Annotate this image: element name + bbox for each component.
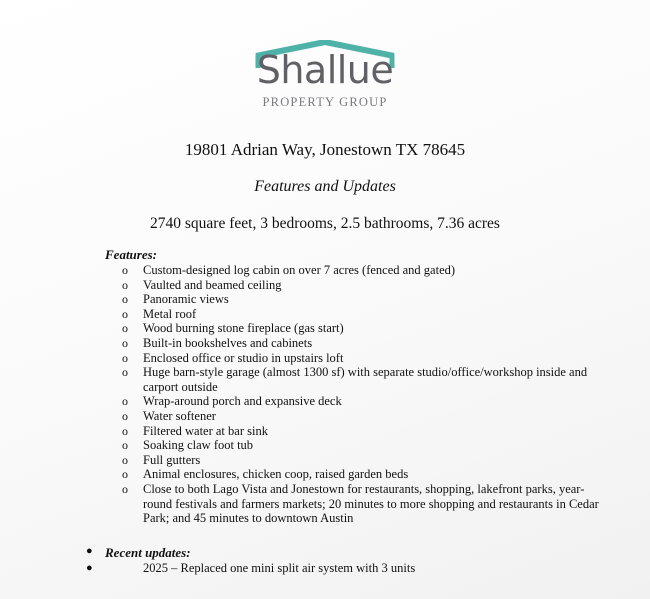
list-item: o Animal enclosures, chicken coop, raised garden beds	[122, 467, 409, 482]
circle-bullet-icon: o	[122, 350, 128, 365]
list-item: o Enclosed office or studio in upstairs loft	[122, 350, 344, 365]
list-item: o Soaking claw foot tub	[122, 438, 254, 453]
circle-bullet-icon: o	[122, 263, 128, 277]
circle-bullet-icon: o	[122, 306, 128, 321]
circle-bullet-icon: o	[122, 423, 128, 438]
circle-bullet-icon: o	[122, 292, 128, 307]
list-item: o Wrap-around porch and expansive deck	[122, 394, 342, 409]
circle-bullet-icon: o	[122, 438, 128, 453]
list-item: o Metal roof	[122, 306, 197, 321]
company-logo	[250, 40, 400, 112]
property-summary: 2740 square feet, 3 bedrooms, 2.5 bathrooms, 7.36 acres	[150, 215, 500, 232]
list-item: o Full gutters	[122, 452, 201, 467]
bullet-icon: ●	[86, 545, 93, 557]
features-heading: Features:	[105, 247, 157, 262]
features-list	[0, 263, 600, 526]
list-item: o Vaulted and beamed ceiling	[122, 277, 282, 292]
list-item: o Panoramic views	[122, 292, 229, 307]
list-item: o Water softener	[122, 408, 216, 423]
circle-bullet-icon: o	[122, 365, 128, 380]
logo-name: Shallue	[256, 48, 394, 92]
document-subtitle: Features and Updates	[254, 178, 396, 195]
circle-bullet-icon: o	[122, 335, 128, 350]
circle-bullet-icon: o	[122, 277, 128, 292]
list-item: o Huge barn-style garage (almost 1300 sf) with separate studio/office/workshop inside and carport outside	[122, 365, 588, 394]
circle-bullet-icon: o	[122, 452, 128, 467]
updates-heading: Recent updates:	[105, 545, 191, 560]
list-item: o Custom-designed log cabin on over 7 acres (fenced and gated)	[122, 263, 456, 277]
list-item: o Close to both Lago Vista and Jonestown for restaurants, shopping, lakefront parks, year-round festivals and farmers markets; 20 minutes to more shopping and restaurants in Cedar Park; and 45 minutes to downtown Austin	[122, 481, 599, 526]
logo-tagline: PROPERTY GROUP	[262, 95, 388, 109]
updates-item: 2025 – Replaced one mini split air system with 3 units	[143, 561, 416, 575]
circle-bullet-icon: o	[122, 481, 128, 496]
bullet-icon: ●	[86, 562, 93, 574]
list-item: o Filtered water at bar sink	[122, 423, 268, 438]
list-item: o Built-in bookshelves and cabinets	[122, 335, 313, 350]
property-address: 19801 Adrian Way, Jonestown TX 78645	[184, 140, 466, 159]
circle-bullet-icon: o	[122, 321, 128, 336]
list-item: o Wood burning stone fireplace (gas start)	[122, 321, 344, 336]
circle-bullet-icon: o	[122, 408, 128, 423]
circle-bullet-icon: o	[122, 394, 128, 409]
circle-bullet-icon: o	[122, 467, 128, 482]
